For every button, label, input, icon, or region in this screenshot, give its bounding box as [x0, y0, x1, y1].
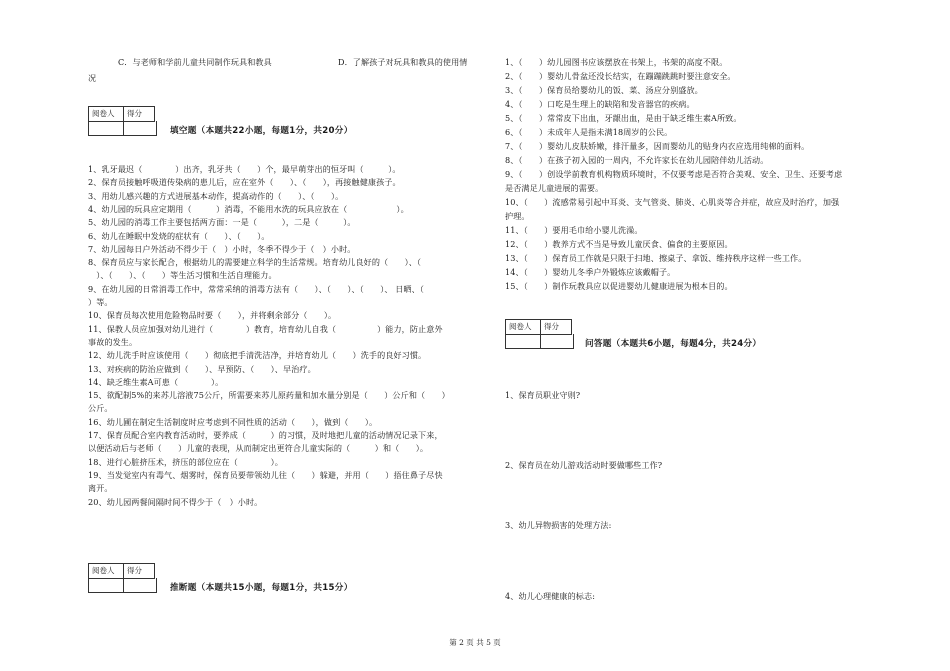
judge-question-line: 1、（ ）幼儿园图书应该摆放在书架上，书架的高度不限。 [505, 57, 728, 67]
score-box-qa [505, 319, 572, 335]
score-box-blank-row [88, 121, 157, 136]
option-d-continued: 况 [88, 73, 97, 83]
judge-question-line: 3、（ ）保育员给婴幼儿的饭、菜、汤应分别盛放。 [505, 85, 703, 95]
judge-question-line: 10、（ ）流感常易引起中耳炎、支气管炎、肺炎、心肌炎等合并症，故应及时治疗，加强 [505, 197, 840, 207]
fill-section-title: 填空题（本题共22小题，每题1分，共20分） [170, 126, 353, 136]
fill-question-line: 20、幼儿园两餐间隔时间不得少于（ ）小时。 [88, 496, 263, 507]
fill-question-line: 16、幼儿圃在制定生活制度时应考虑到不同性质的活动（ ），做到（ ）。 [88, 416, 378, 427]
fill-question-line: 2、保育员接触呼吸道传染病的患儿后，应在室外（ ）、（ ），再接触健康孩子。 [88, 177, 401, 188]
fill-question-line: ）等。 [88, 297, 113, 307]
score-label: 得分 [544, 322, 559, 331]
judge-question-line: 9、（ ）创设学前教育机构物质环境时，不仅要考虑是否符合美观、安全、卫生、还要考虑 [505, 169, 843, 179]
judge-question-line: 11、（ ）要用毛巾给小婴儿洗澡。 [505, 225, 643, 235]
reviewer-label: 阅卷人 [89, 107, 124, 121]
qa-question-3: 3、幼儿异物损害的处理方法: [505, 520, 612, 530]
fill-question-line: 7、幼儿园每日户外活动不得少于（ ）小时，冬季不得少于（ ）小时。 [88, 243, 356, 254]
fill-question-line: 9、在幼儿园的日常消毒工作中，常常采纳的消毒方法有（ ）、（ ）、（ ）、 日晒、（ [88, 283, 433, 294]
fill-question-line: 1、乳牙最迟（ ）出齐，乳牙共（ ）个，最早萌芽出的恒牙叫（ ）。 [88, 164, 401, 174]
score-box-judge [88, 563, 155, 579]
judge-question-line: 护理。 [505, 211, 530, 221]
fill-question-line: 10、保育员每次使用危险物品时要（ ），并将剩余部分（ ）。 [88, 310, 337, 321]
fill-question-line: 以便活动后与老师（ ）儿童的表现，从而制定出更符合儿童实际的（ ）和（ ）。 [88, 443, 429, 454]
fill-question-line: 离开。 [88, 483, 113, 494]
option-c: C．与老师和学前儿童共同制作玩具和教具 [118, 57, 272, 67]
fill-question-line: 4、幼儿园的玩具应定期用（ ）消毒，不能用水洗的玩具应放在（ ）。 [88, 203, 409, 214]
fill-question-line: 公斤。 [88, 403, 113, 414]
fill-question-line: 6、幼儿在睡眠中发烧的症状有（ ）、（ ）。 [88, 230, 270, 241]
fill-question-line: 8、保育员应与家长配合，根据幼儿的需要建立科学的生活常规。培育幼儿良好的（ ）、（ [88, 257, 422, 268]
judge-question-line: 是否满足儿童进展的需要。 [505, 183, 604, 193]
qa-question-2: 2、保育员在幼儿游戏活动时要做哪些工作? [505, 460, 663, 470]
fill-question-line: 18、进行心脏挤压术，挤压的部位应在（ ）。 [88, 456, 283, 467]
qa-section-title: 问答题（本题共6小题，每题4分，共24分） [585, 339, 762, 349]
judge-question-line: 4、（ ）口吃是生理上的缺陷和发音器官的疾病。 [505, 99, 695, 109]
judge-question-line: 15、（ ）制作玩教具应以促进婴幼儿健康进展为根本目的。 [505, 281, 733, 291]
judge-question-line: 13、（ ）保育员工作就是只限于扫地、擦桌子、拿饭、维持秩序这样一些工作。 [505, 253, 807, 263]
fill-question-line: 17、保育员配合室内教育活动时，要养成（ ）的习惯，及时地把儿童的活动情况记录下来， [88, 430, 443, 440]
judge-section-title: 推断题（本题共15小题，每题1分，共15分） [170, 583, 353, 593]
judge-question-line: 2、（ ）婴幼儿骨盆还没长结实，在蹦蹦跳跳时要注意安全。 [505, 71, 736, 81]
fill-question-line: 13、对疾病的防治应做到（ ）、早预防、（ ）、早治疗。 [88, 363, 316, 374]
option-d: D．了解孩子对玩具和教具的使用情 [338, 57, 468, 67]
score-box-fill [88, 106, 155, 122]
judge-question-line: 5、（ ）常常皮下出血，牙龈出血，是由于缺乏维生素A所致。 [505, 113, 742, 123]
fill-question-line: 3、用幼儿感兴趣的方式进展基本动作，提高动作的（ ）、（ ）。 [88, 190, 344, 201]
fill-question-line: 19、当发觉室内有毒气、烟雾时，保育员要带领幼儿往（ ）躲避，并用（ ）捂住鼻子尽快 [88, 469, 443, 480]
fill-question-line: 5、幼儿园的消毒工作主要包括两方面：一是（ ），二是（ ）。 [88, 217, 356, 228]
fill-question-line: 12、幼儿洗手时应该使用（ ）彻底把手清洗洁净，并培育幼儿（ ）洗手的良好习惯。 [88, 350, 427, 361]
qa-question-1: 1、保育员职业守则? [505, 390, 581, 400]
score-box-blank-row [88, 578, 157, 593]
score-label: 得分 [127, 566, 142, 575]
judge-question-line: 12、（ ）教养方式不当是导致儿童厌食、偏食的主要原因。 [505, 239, 733, 249]
page-footer: 第 2 页 共 5 页 [449, 638, 501, 647]
judge-question-line: 6、（ ）未成年人是指未满18周岁的公民。 [505, 127, 673, 137]
qa-question-4: 4、幼儿心理健康的标志: [505, 591, 596, 601]
judge-question-line: 8、（ ）在孩子初入园的一周内，不允许家长在幼儿园陪伴幼儿活动。 [505, 155, 769, 165]
fill-question-line: 15、欲配制5%的来苏儿溶液75公斤，所需要来苏儿原药量和加水量分别是（ ）公斤和（ ） [88, 390, 450, 401]
fill-question-line: 14、缺乏维生素A可患（ ）。 [88, 376, 224, 387]
fill-question-line: 11、保教人员应加强对幼儿进行（ ）教育，培育幼儿自我（ ）能力，防止意外 [88, 323, 443, 334]
fill-question-line: ）、（ ）、（ ）等生活习惯和生活自理能力。 [88, 270, 277, 281]
fill-question-line: 事故的发生。 [88, 336, 138, 347]
judge-question-line: 14、（ ）婴幼儿冬季户外锻炼应该戴帽子。 [505, 267, 676, 277]
score-box-blank-row [505, 334, 574, 349]
score-label: 得分 [127, 109, 142, 118]
reviewer-label: 阅卷人 [89, 564, 124, 578]
judge-question-line: 7、（ ）婴幼儿皮肤娇嫩，排汗量多，因而婴幼儿的贴身内衣应选用纯棉的面料。 [505, 141, 810, 151]
reviewer-label: 阅卷人 [506, 320, 541, 334]
